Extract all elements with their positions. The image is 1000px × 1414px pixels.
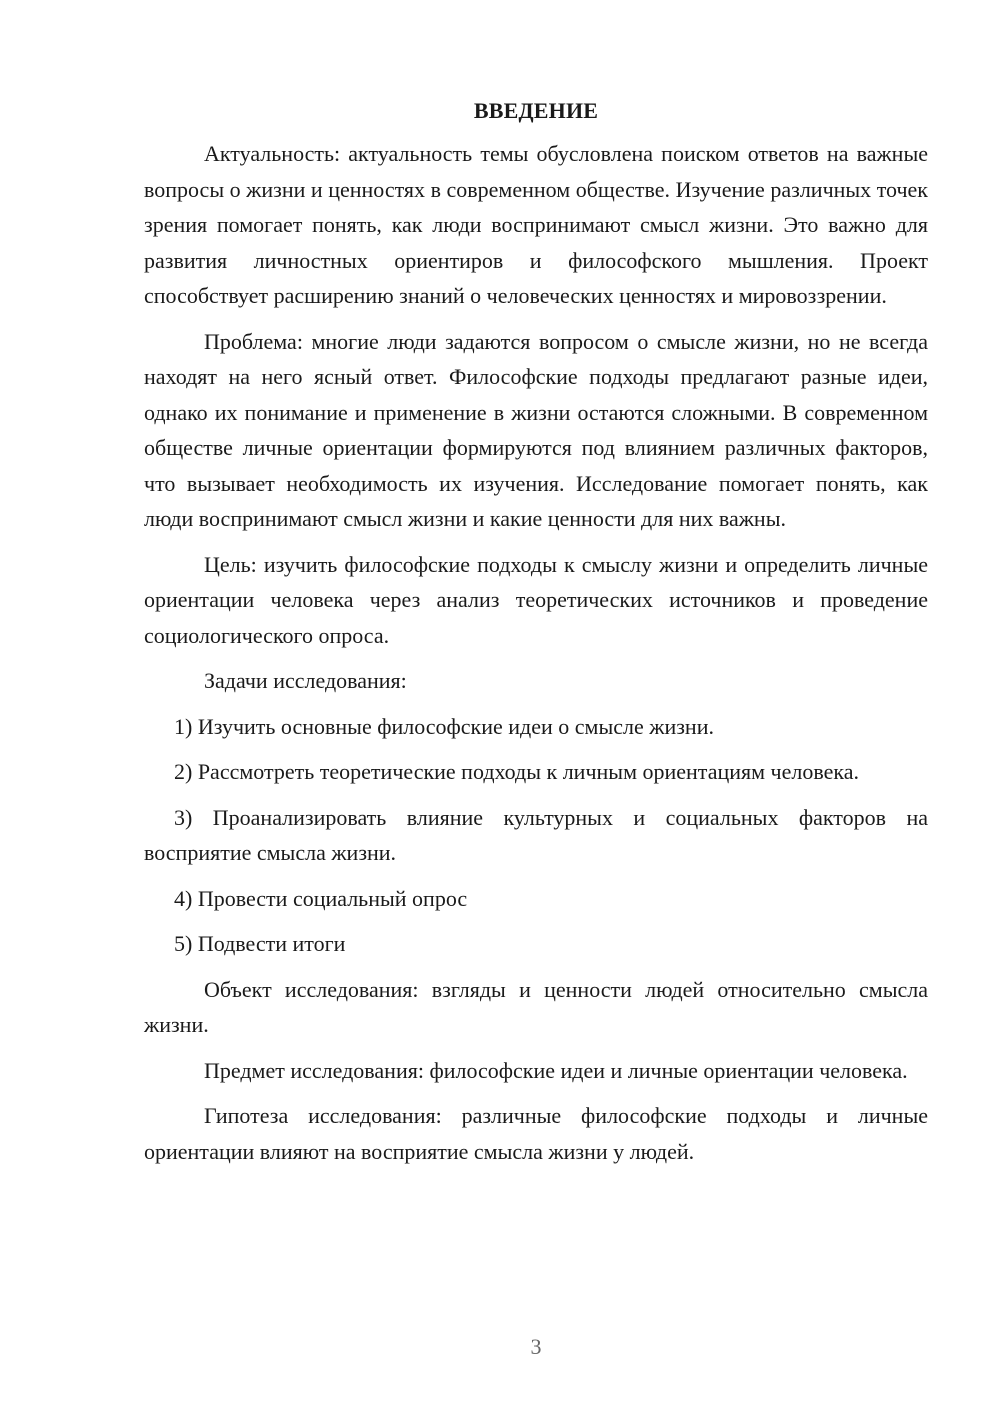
hypothesis-paragraph: Гипотеза исследования: различные философские подходы и личные ориентации влияют на восприятие смысла жизни у людей. <box>144 1103 928 1164</box>
task-item: 1) Изучить основные философские идеи о смысле жизни. <box>174 713 714 739</box>
research-object-paragraph: Объект исследования: взгляды и ценности людей относительно смысла жизни. <box>144 976 928 1037</box>
task-item: 3) Проанализировать влияние культурных и социальных факторов на восприятие смысла жизни. <box>144 804 928 865</box>
problem-paragraph: Проблема: многие люди задаются вопросом о смысле жизни, но не всегда находят на него ясный ответ. Философские подходы предлагают разные идеи, однако их понимание и применение в жизни остаются сложными. В современном обществе личные ориентации формируются под влиянием различных факторов, что вызывает необходимость их изучения. Исследование помогает понять, как люди воспринимают смысл жизни и какие ценности для них важны. <box>144 328 928 531</box>
section-heading: ВВЕДЕНИЕ <box>473 98 599 123</box>
task-item: 4) Провести социальный опрос <box>174 885 468 911</box>
goal-paragraph: Цель: изучить философские подходы к смыслу жизни и определить личные ориентации человека через анализ теоретических источников и проведение социологического опроса. <box>144 551 928 648</box>
task-item: 5) Подвести итоги <box>174 931 346 956</box>
tasks-heading: Задачи исследования: <box>204 668 407 693</box>
task-item: 2) Рассмотреть теоретические подходы к личным ориентациям человека. <box>174 759 859 784</box>
research-subject-paragraph: Предмет исследования: философские идеи и личные ориентации человека. <box>204 1057 908 1083</box>
page-number: 3 <box>530 1334 542 1359</box>
document-page <box>144 94 928 1179</box>
relevance-paragraph: Актуальность: актуальность темы обусловлена поиском ответов на важные вопросы о жизни и ценностях в современном обществе. Изучение различных точек зрения помогает понять, как люди воспринимают смысл жизни. Это важно для развития личностных ориентиров и философского мышления. Проект способствует расширению знаний о человеческих ценностях и мировоззрении. <box>144 141 928 308</box>
